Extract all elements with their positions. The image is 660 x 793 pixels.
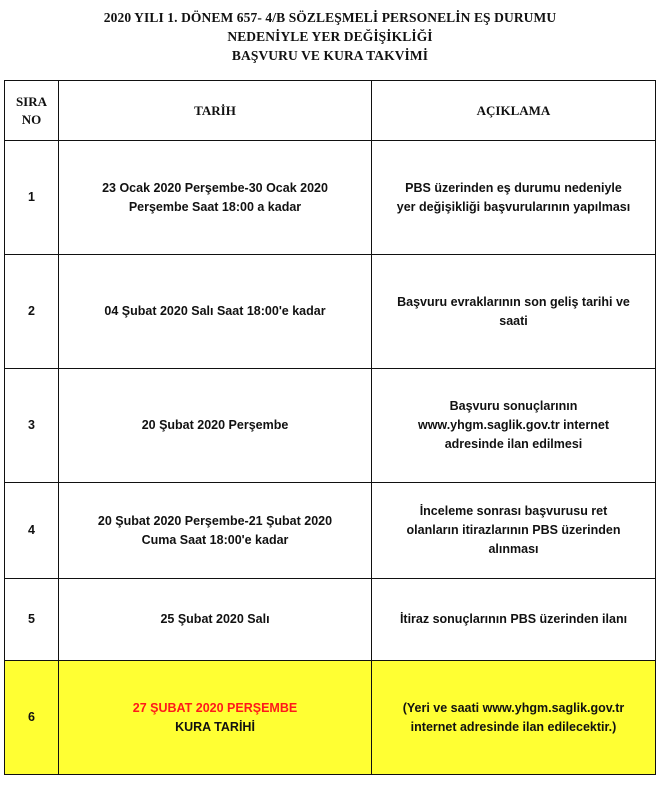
- column-header-no-line1: SIRA: [15, 93, 48, 109]
- row-date-line: 23 Ocak 2020 Perşembe-30 Ocak 2020: [102, 180, 328, 195]
- row-description-line: Başvuru sonuçlarının: [449, 399, 578, 413]
- row-date-line: 20 Şubat 2020 Perşembe-21 Şubat 2020: [97, 513, 333, 528]
- row-date-line: 25 Şubat 2020 Salı: [160, 612, 270, 626]
- row-description: [372, 579, 656, 661]
- row-number: 5: [5, 579, 59, 661]
- row-description-line: saati: [499, 313, 528, 328]
- row-date: [59, 255, 372, 369]
- row-description-line: internet adresinde ilan edilecektir.): [410, 719, 617, 734]
- row-number: 6: [5, 661, 59, 775]
- column-header-no-line2: NO: [21, 111, 42, 127]
- row-description-line: İtiraz sonuçlarının PBS üzerinden ilanı: [399, 612, 628, 626]
- row-date-line: KURA TARİHİ: [175, 719, 255, 734]
- table-header-row: [5, 81, 656, 141]
- row-number: 2: [5, 255, 59, 369]
- document-title: [0, 8, 660, 65]
- row-description-line: PBS üzerinden eş durumu nedeniyle: [405, 180, 622, 195]
- table-row: [5, 255, 656, 369]
- row-description: [372, 369, 656, 483]
- title-line-1: 2020 YILI 1. DÖNEM 657- 4/B SÖZLEŞMELİ PERSONELİN EŞ DURUMU: [103, 10, 557, 25]
- row-description-line: yer değişikliği başvurularının yapılması: [396, 199, 631, 214]
- row-date: [59, 483, 372, 579]
- row-date-line: Cuma Saat 18:00'e kadar: [141, 532, 289, 547]
- row-description: [372, 483, 656, 579]
- row-date: [59, 369, 372, 483]
- row-description-line: olanların itirazlarının PBS üzerinden: [406, 523, 621, 537]
- title-line-2: NEDENİYLE YER DEĞİŞİKLİĞİ: [227, 29, 433, 44]
- row-description-line: www.yhgm.saglik.gov.tr internet: [417, 418, 609, 432]
- row-date: [59, 141, 372, 255]
- row-number: 4: [5, 483, 59, 579]
- column-header-tarih: TARİH: [59, 81, 372, 141]
- row-date: [59, 661, 372, 775]
- table-row: [5, 579, 656, 661]
- row-description: [372, 661, 656, 775]
- row-number: 3: [5, 369, 59, 483]
- schedule-table: [4, 80, 656, 775]
- row-description-line: İnceleme sonrası başvurusu ret: [419, 504, 608, 518]
- title-line-3: BAŞVURU VE KURA TAKVİMİ: [231, 48, 429, 63]
- table-row: [5, 141, 656, 255]
- row-description-line: Başvuru evraklarının son geliş tarihi ve: [397, 294, 630, 309]
- table-row: [5, 369, 656, 483]
- table-row-highlighted: [5, 661, 656, 775]
- row-date-line: 20 Şubat 2020 Perşembe: [141, 418, 289, 432]
- column-header-no: [5, 81, 59, 141]
- row-date-line: Perşembe Saat 18:00 a kadar: [128, 199, 302, 214]
- row-description-line: adresinde ilan edilmesi: [444, 437, 583, 451]
- row-description-line: (Yeri ve saati www.yhgm.saglik.gov.tr: [402, 700, 625, 715]
- row-number: 1: [5, 141, 59, 255]
- row-date-line: 04 Şubat 2020 Salı Saat 18:00'e kadar: [104, 304, 326, 318]
- column-header-aciklama: AÇIKLAMA: [372, 81, 656, 141]
- row-description-line: alınması: [488, 542, 539, 556]
- row-description: [372, 141, 656, 255]
- row-date: [59, 579, 372, 661]
- lottery-date-highlight: 27 ŞUBAT 2020 PERŞEMBE: [132, 700, 298, 715]
- table-row: [5, 483, 656, 579]
- row-description: [372, 255, 656, 369]
